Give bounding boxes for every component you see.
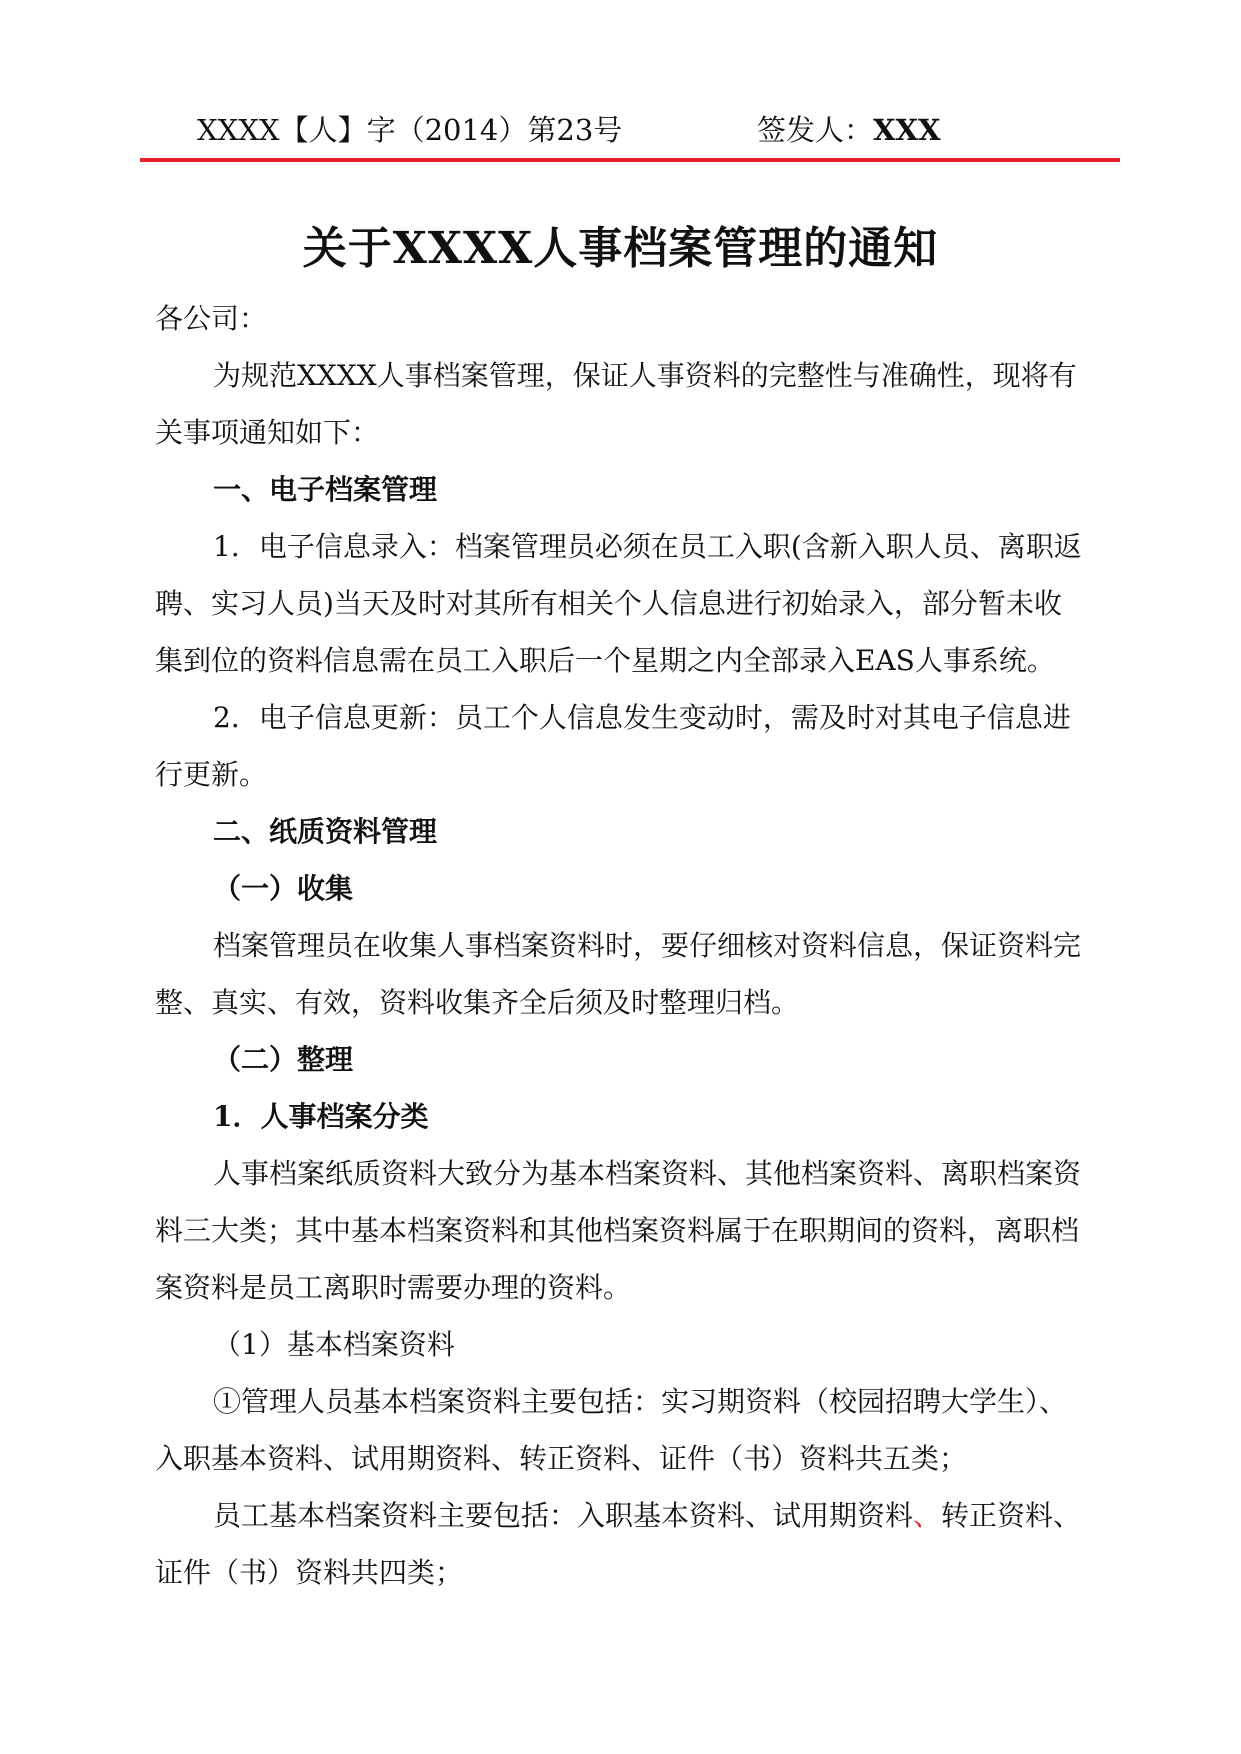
subsection-organize-heading: （二）整理	[213, 1043, 354, 1076]
subsection-collect-text: 档案管理员在收集人事档案资料时，要仔细核对资料信息，保证资料完整、真实、有效，资料收集齐全后须及时整理归档。	[155, 929, 1082, 1019]
staff-text-part1: 员工基本档案资料主要包括：入职基本资料、试用期资料	[213, 1499, 914, 1532]
signer-name: XXX	[873, 113, 941, 147]
manager-basic-archive-text: ①管理人员基本档案资料主要包括：实习期资料（校园招聘大学生）、入职基本资料、试用期资料、转正资料、证件（书）资料共五类；	[155, 1385, 1068, 1475]
document-header	[197, 108, 1101, 148]
basic-archive-heading: （1）基本档案资料	[213, 1328, 455, 1361]
signer-field	[757, 108, 941, 149]
classification-heading: 1．人事档案分类	[213, 1100, 429, 1133]
section2-heading: 二、纸质资料管理	[213, 815, 438, 848]
document-title: 关于XXXX人事档案管理的通知	[302, 223, 939, 274]
staff-basic-archive-text	[155, 1487, 1085, 1601]
signer-label: 签发人：	[757, 113, 874, 147]
red-separator: 、	[913, 1499, 942, 1532]
staff-text-part2: 转正资料、证件（书）资料共四类；	[155, 1499, 1082, 1589]
subsection-collect-heading: （一）收集	[213, 872, 354, 905]
salutation: 各公司：	[155, 302, 268, 335]
header-red-rule	[140, 158, 1120, 162]
section1-heading: 一、电子档案管理	[213, 473, 438, 506]
section1-item1: 1．电子信息录入：档案管理员必须在员工入职(含新入职人员、离职返聘、实习人员)当天及时对其所有相关个人信息进行初始录入，部分暂未收集到位的资料信息需在员工入职后一个星期之内全部录入EAS人事系统。	[155, 530, 1082, 677]
intro-paragraph: 为规范XXXX人事档案管理，保证人事资料的完整性与准确性，现将有关事项通知如下：	[155, 359, 1077, 449]
classification-text: 人事档案纸质资料大致分为基本档案资料、其他档案资料、离职档案资料三大类；其中基本档案资料和其他档案资料属于在职期间的资料，离职档案资料是员工离职时需要办理的资料。	[155, 1157, 1082, 1304]
document-body	[155, 290, 1085, 1601]
document-number: XXXX【人】字（2014）第23号	[197, 113, 623, 147]
section1-item2: 2．电子信息更新：员工个人信息发生变动时，需及时对其电子信息进行更新。	[155, 701, 1071, 791]
